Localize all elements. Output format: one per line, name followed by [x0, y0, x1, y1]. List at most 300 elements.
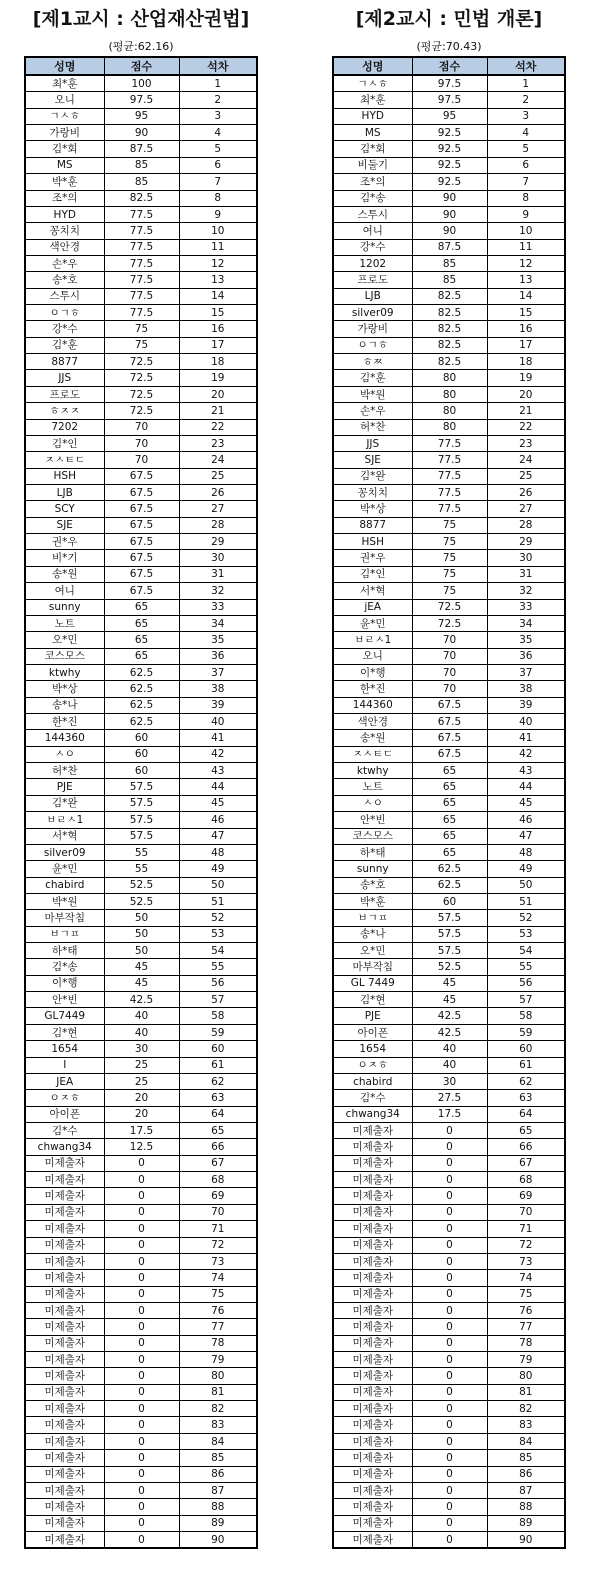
cell-rank: 4: [487, 125, 565, 141]
table-row: [25, 1401, 257, 1417]
table-row: [333, 1384, 565, 1400]
cell-name: 미제출자: [25, 1401, 104, 1417]
cell-score: 90: [412, 223, 487, 239]
cell-score: 0: [104, 1204, 179, 1220]
table-row: [25, 1253, 257, 1269]
table-row: [333, 779, 565, 795]
cell-score: 90: [104, 125, 179, 141]
table-row: [333, 1466, 565, 1482]
table-row: [333, 354, 565, 370]
cell-name: 미제출자: [333, 1531, 412, 1548]
cell-rank: 70: [487, 1204, 565, 1220]
cell-name: 하*태: [25, 943, 104, 959]
cell-score: 92.5: [412, 174, 487, 190]
cell-name: 서*혁: [333, 583, 412, 599]
cell-score: 70: [412, 632, 487, 648]
cell-score: 72.5: [104, 370, 179, 386]
cell-name: 미제출자: [333, 1335, 412, 1351]
cell-name: ㅂㄹㅅ1: [25, 812, 104, 828]
cell-score: 82.5: [412, 354, 487, 370]
cell-rank: 54: [179, 943, 257, 959]
cell-rank: 80: [487, 1368, 565, 1384]
table-row: [333, 288, 565, 304]
cell-score: 57.5: [104, 795, 179, 811]
cell-score: 40: [104, 1008, 179, 1024]
cell-score: 72.5: [104, 354, 179, 370]
table-row: [333, 157, 565, 173]
cell-score: 0: [412, 1482, 487, 1498]
table-row: [333, 861, 565, 877]
cell-name: ㅂㄱㅍ: [333, 910, 412, 926]
table-row: [333, 746, 565, 762]
cell-rank: 39: [487, 697, 565, 713]
table-row: [25, 435, 257, 451]
cell-name: 김*송: [25, 959, 104, 975]
cell-score: 0: [412, 1335, 487, 1351]
cell-score: 75: [104, 337, 179, 353]
cell-rank: 25: [487, 468, 565, 484]
cell-score: 70: [104, 452, 179, 468]
cell-score: 67.5: [412, 730, 487, 746]
cell-rank: 31: [179, 566, 257, 582]
cell-rank: 48: [487, 844, 565, 860]
cell-rank: 58: [487, 1008, 565, 1024]
cell-name: 아이폰: [333, 1024, 412, 1040]
table-row: [333, 370, 565, 386]
table-row: [333, 92, 565, 108]
cell-score: 30: [412, 1073, 487, 1089]
table-row: [25, 337, 257, 353]
cell-name: 노트: [333, 779, 412, 795]
cell-rank: 26: [487, 484, 565, 500]
table-row: [333, 550, 565, 566]
table-row: [333, 108, 565, 124]
cell-rank: 14: [179, 288, 257, 304]
table-row: [25, 1384, 257, 1400]
cell-score: 77.5: [104, 206, 179, 222]
cell-score: 77.5: [104, 223, 179, 239]
table-row: [25, 484, 257, 500]
table-row: [333, 844, 565, 860]
cell-name: 미제출자: [333, 1466, 412, 1482]
table-row: [333, 1188, 565, 1204]
cell-rank: 23: [179, 435, 257, 451]
cell-name: 이*행: [333, 664, 412, 680]
cell-name: 마부작침: [25, 910, 104, 926]
table-row: [25, 288, 257, 304]
cell-rank: 14: [487, 288, 565, 304]
table-row: [333, 583, 565, 599]
table-row: [25, 1417, 257, 1433]
cell-rank: 87: [487, 1482, 565, 1498]
cell-name: 1202: [333, 255, 412, 271]
cell-rank: 57: [179, 992, 257, 1008]
cell-name: 꽁치치: [333, 484, 412, 500]
cell-name: 송*호: [333, 877, 412, 893]
cell-name: 미제출자: [333, 1384, 412, 1400]
cell-rank: 8: [179, 190, 257, 206]
cell-name: 김*송: [333, 190, 412, 206]
cell-score: 50: [104, 926, 179, 942]
table-row: [333, 1352, 565, 1368]
cell-name: 프로도: [25, 386, 104, 402]
cell-score: 0: [412, 1384, 487, 1400]
cell-score: 40: [412, 1041, 487, 1057]
cell-score: 65: [104, 648, 179, 664]
cell-score: 45: [412, 992, 487, 1008]
cell-score: 72.5: [104, 403, 179, 419]
cell-name: 미제출자: [25, 1188, 104, 1204]
cell-score: 67.5: [104, 468, 179, 484]
cell-name: 미제출자: [25, 1253, 104, 1269]
cell-name: chabird: [333, 1073, 412, 1089]
cell-name: GL 7449: [333, 975, 412, 991]
table-row: [25, 370, 257, 386]
cell-score: 72.5: [104, 386, 179, 402]
table-row: [25, 1531, 257, 1548]
cell-rank: 61: [179, 1057, 257, 1073]
cell-score: 62.5: [104, 681, 179, 697]
table-row: [25, 206, 257, 222]
cell-name: LJB: [25, 484, 104, 500]
table-row: [333, 664, 565, 680]
cell-score: 70: [412, 664, 487, 680]
cell-name: SCY: [25, 501, 104, 517]
cell-score: 100: [104, 75, 179, 92]
cell-rank: 84: [487, 1433, 565, 1449]
cell-score: 77.5: [104, 255, 179, 271]
table-row: [25, 975, 257, 991]
cell-rank: 22: [487, 419, 565, 435]
cell-name: 박*훈: [333, 893, 412, 909]
cell-name: 스투시: [333, 206, 412, 222]
cell-rank: 56: [487, 975, 565, 991]
cell-rank: 69: [179, 1188, 257, 1204]
cell-rank: 65: [179, 1123, 257, 1139]
table-row: [333, 714, 565, 730]
cell-rank: 65: [487, 1123, 565, 1139]
cell-name: 미제출자: [25, 1270, 104, 1286]
cell-score: 65: [412, 812, 487, 828]
cell-rank: 41: [487, 730, 565, 746]
cell-name: HYD: [333, 108, 412, 124]
cell-rank: 61: [487, 1057, 565, 1073]
cell-rank: 9: [179, 206, 257, 222]
cell-score: 57.5: [412, 943, 487, 959]
cell-score: 67.5: [412, 697, 487, 713]
cell-rank: 4: [179, 125, 257, 141]
cell-rank: 24: [179, 452, 257, 468]
cell-rank: 29: [179, 534, 257, 550]
table-row: [333, 1253, 565, 1269]
cell-score: 55: [104, 844, 179, 860]
cell-rank: 89: [487, 1515, 565, 1531]
cell-rank: 80: [179, 1368, 257, 1384]
cell-rank: 49: [487, 861, 565, 877]
cell-score: 17.5: [412, 1106, 487, 1122]
table-row: [25, 1466, 257, 1482]
cell-rank: 16: [487, 321, 565, 337]
cell-score: 67.5: [104, 517, 179, 533]
cell-score: 0: [104, 1188, 179, 1204]
cell-score: 0: [104, 1237, 179, 1253]
cell-rank: 2: [487, 92, 565, 108]
cell-rank: 44: [179, 779, 257, 795]
cell-rank: 43: [179, 763, 257, 779]
cell-score: 0: [104, 1466, 179, 1482]
cell-rank: 50: [487, 877, 565, 893]
table-row: [25, 1008, 257, 1024]
cell-score: 65: [412, 844, 487, 860]
cell-name: 박*상: [25, 681, 104, 697]
cell-rank: 64: [179, 1106, 257, 1122]
cell-score: 0: [104, 1450, 179, 1466]
exam-panel-1: [24, 0, 258, 1549]
table-row: [333, 893, 565, 909]
cell-rank: 63: [179, 1090, 257, 1106]
panel-average: (평균:62.16): [108, 40, 174, 53]
cell-rank: 68: [487, 1172, 565, 1188]
cell-rank: 54: [487, 943, 565, 959]
cell-rank: 71: [179, 1221, 257, 1237]
table-row: [25, 468, 257, 484]
table-row: [25, 403, 257, 419]
table-row: [25, 763, 257, 779]
cell-score: 75: [412, 566, 487, 582]
cell-rank: 34: [487, 615, 565, 631]
table-row: [25, 141, 257, 157]
cell-rank: 46: [487, 812, 565, 828]
cell-rank: 85: [179, 1450, 257, 1466]
cell-name: 윤*민: [333, 615, 412, 631]
cell-name: 미제출자: [333, 1433, 412, 1449]
cell-name: 윤*민: [25, 861, 104, 877]
cell-rank: 17: [179, 337, 257, 353]
cell-name: 미제출자: [333, 1204, 412, 1220]
table-row: [333, 1319, 565, 1335]
cell-name: ㅅㅇ: [25, 746, 104, 762]
cell-score: 77.5: [104, 272, 179, 288]
column-header-name: 성명: [25, 57, 104, 75]
cell-rank: 20: [487, 386, 565, 402]
cell-rank: 26: [179, 484, 257, 500]
cell-rank: 69: [487, 1188, 565, 1204]
cell-score: 67.5: [104, 583, 179, 599]
cell-score: 25: [104, 1057, 179, 1073]
cell-score: 82.5: [412, 305, 487, 321]
cell-name: chabird: [25, 877, 104, 893]
cell-name: 강*수: [25, 321, 104, 337]
cell-score: 77.5: [412, 484, 487, 500]
cell-score: 95: [104, 108, 179, 124]
cell-name: 미제출자: [333, 1482, 412, 1498]
table-row: [333, 1237, 565, 1253]
cell-score: 95: [412, 108, 487, 124]
cell-name: 김*인: [25, 435, 104, 451]
table-row: [333, 321, 565, 337]
cell-rank: 45: [487, 795, 565, 811]
table-row: [25, 664, 257, 680]
cell-name: 미제출자: [333, 1286, 412, 1302]
table-row: [25, 795, 257, 811]
cell-score: 72.5: [412, 615, 487, 631]
table-row: [25, 272, 257, 288]
table-row: [333, 1433, 565, 1449]
cell-score: 77.5: [104, 305, 179, 321]
cell-rank: 40: [487, 714, 565, 730]
cell-score: 0: [412, 1204, 487, 1220]
table-row: [333, 910, 565, 926]
column-header-score: 점수: [412, 57, 487, 75]
cell-score: 80: [412, 386, 487, 402]
table-row: [25, 599, 257, 615]
cell-score: 87.5: [412, 239, 487, 255]
cell-score: 67.5: [104, 501, 179, 517]
table-row: [333, 141, 565, 157]
cell-rank: 12: [487, 255, 565, 271]
table-row: [25, 1172, 257, 1188]
column-header-name: 성명: [333, 57, 412, 75]
cell-score: 77.5: [412, 501, 487, 517]
table-row: [25, 1335, 257, 1351]
cell-name: ㅇㄱㅎ: [25, 305, 104, 321]
cell-rank: 83: [487, 1417, 565, 1433]
cell-rank: 42: [487, 746, 565, 762]
cell-rank: 63: [487, 1090, 565, 1106]
cell-score: 0: [412, 1155, 487, 1171]
cell-rank: 83: [179, 1417, 257, 1433]
cell-score: 92.5: [412, 125, 487, 141]
cell-rank: 21: [179, 403, 257, 419]
cell-name: 미제출자: [333, 1417, 412, 1433]
table-row: [25, 1139, 257, 1155]
table-row: [25, 1221, 257, 1237]
cell-rank: 87: [179, 1482, 257, 1498]
table-row: [25, 1450, 257, 1466]
table-row: [25, 452, 257, 468]
cell-score: 0: [412, 1139, 487, 1155]
cell-name: 김*훈: [25, 337, 104, 353]
cell-rank: 3: [487, 108, 565, 124]
cell-rank: 86: [179, 1466, 257, 1482]
cell-name: silver09: [333, 305, 412, 321]
cell-rank: 19: [179, 370, 257, 386]
cell-rank: 52: [487, 910, 565, 926]
table-row: [25, 550, 257, 566]
table-row: [333, 517, 565, 533]
cell-name: 미제출자: [333, 1319, 412, 1335]
cell-name: 안*빈: [25, 992, 104, 1008]
cell-rank: 33: [487, 599, 565, 615]
table-row: [25, 566, 257, 582]
table-row: [25, 1041, 257, 1057]
table-row: [25, 75, 257, 92]
cell-name: 코스모스: [333, 828, 412, 844]
cell-score: 55: [104, 861, 179, 877]
cell-name: JJS: [25, 370, 104, 386]
table-row: [333, 1401, 565, 1417]
table-row: [333, 386, 565, 402]
column-header-rank: 석차: [179, 57, 257, 75]
cell-rank: 64: [487, 1106, 565, 1122]
cell-score: 0: [412, 1172, 487, 1188]
cell-name: 미제출자: [333, 1139, 412, 1155]
cell-score: 90: [412, 190, 487, 206]
cell-name: ㅇㅈㅎ: [25, 1090, 104, 1106]
cell-rank: 15: [487, 305, 565, 321]
table-row: [25, 632, 257, 648]
cell-score: 0: [104, 1335, 179, 1351]
cell-rank: 53: [179, 926, 257, 942]
cell-score: 40: [104, 1024, 179, 1040]
cell-name: 가랑비: [25, 125, 104, 141]
table-row: [25, 992, 257, 1008]
cell-score: 87.5: [104, 141, 179, 157]
cell-name: 미제출자: [25, 1352, 104, 1368]
cell-rank: 39: [179, 697, 257, 713]
cell-name: silver09: [25, 844, 104, 860]
cell-score: 0: [104, 1531, 179, 1548]
table-row: [25, 517, 257, 533]
table-row: [333, 1073, 565, 1089]
cell-score: 17.5: [104, 1123, 179, 1139]
cell-rank: 58: [179, 1008, 257, 1024]
cell-score: 0: [104, 1352, 179, 1368]
cell-name: 미제출자: [25, 1417, 104, 1433]
table-row: [25, 1204, 257, 1220]
cell-name: 미제출자: [333, 1188, 412, 1204]
cell-score: 0: [104, 1319, 179, 1335]
cell-name: 미제출자: [333, 1515, 412, 1531]
table-row: [25, 239, 257, 255]
cell-score: 42.5: [104, 992, 179, 1008]
cell-rank: 34: [179, 615, 257, 631]
panel-title: [제1교시 : 산업재산권법]: [32, 8, 250, 30]
cell-name: 김*인: [333, 566, 412, 582]
cell-score: 70: [104, 435, 179, 451]
cell-name: 미제출자: [25, 1515, 104, 1531]
cell-score: 77.5: [412, 435, 487, 451]
table-row: [25, 844, 257, 860]
cell-rank: 31: [487, 566, 565, 582]
cell-rank: 1: [487, 75, 565, 92]
table-row: [333, 1123, 565, 1139]
cell-name: 색안경: [333, 714, 412, 730]
cell-rank: 3: [179, 108, 257, 124]
cell-score: 70: [412, 648, 487, 664]
cell-name: PJE: [25, 779, 104, 795]
table-row: [333, 959, 565, 975]
cell-score: 0: [412, 1417, 487, 1433]
table-row: [333, 174, 565, 190]
table-row: [333, 877, 565, 893]
cell-name: 미제출자: [333, 1123, 412, 1139]
table-row: [25, 1515, 257, 1531]
cell-rank: 17: [487, 337, 565, 353]
cell-rank: 11: [487, 239, 565, 255]
cell-rank: 24: [487, 452, 565, 468]
cell-rank: 76: [179, 1302, 257, 1318]
cell-name: SJE: [25, 517, 104, 533]
cell-rank: 90: [487, 1531, 565, 1548]
table-row: [25, 697, 257, 713]
cell-name: MS: [333, 125, 412, 141]
table-row: [25, 190, 257, 206]
cell-name: SJE: [333, 452, 412, 468]
cell-rank: 10: [179, 223, 257, 239]
cell-rank: 82: [487, 1401, 565, 1417]
cell-score: 0: [412, 1237, 487, 1253]
